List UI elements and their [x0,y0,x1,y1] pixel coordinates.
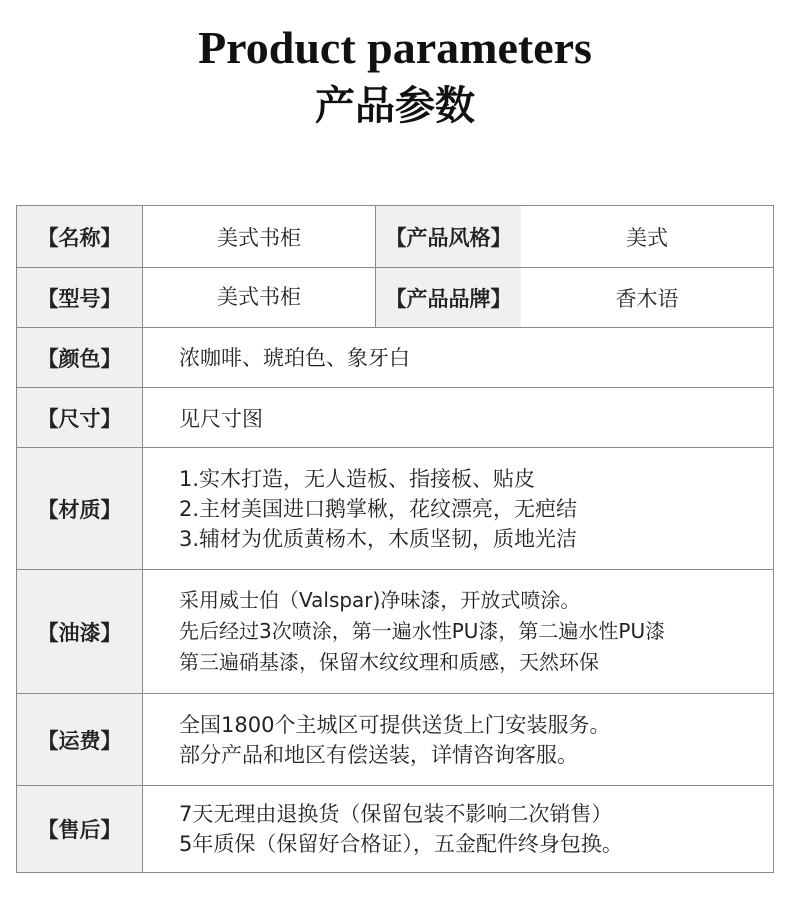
color-value: 浓咖啡、琥珀色、象牙白 [179,346,410,370]
size-value: 见尺寸图 [179,406,263,431]
material-line: 2.主材美国进口鹅掌楸，花纹漂亮，无疤结 [179,496,578,521]
paint-value [143,570,773,693]
size-label: 【尺寸】 [17,388,143,447]
shipping-line: 全国1800个主城区可提供送货上门安装服务。 [179,712,611,737]
style-value: 美式 [626,225,668,250]
aftersale-line: 7天无理由退换货（保留包装不影响二次销售） [179,802,613,826]
table-row-color [17,327,773,387]
color-label: 【颜色】 [17,328,143,387]
shipping-line: 部分产品和地区有偿送装，详情咨询客服。 [179,742,578,767]
shipping-label: 【运费】 [17,694,143,785]
material-value [143,448,773,569]
table-row-aftersale [17,785,773,872]
name-label: 【名称】 [17,206,143,267]
model-label: 【型号】 [17,268,143,327]
parameters-table [16,205,774,873]
model-value: 美式书柜 [217,285,301,309]
table-row-name [17,206,773,267]
table-row-paint [17,569,773,693]
page-title-english: Product parameters [198,22,592,73]
brand-label: 【产品品牌】 [375,268,521,327]
table-row-model [17,267,773,327]
table-row-shipping [17,693,773,785]
table-row-material [17,447,773,569]
name-value: 美式书柜 [217,225,301,250]
page-title-chinese: 产品参数 [315,83,475,129]
aftersale-label: 【售后】 [17,786,143,872]
paint-line: 先后经过3次喷涂，第一遍水性PU漆，第二遍水性PU漆 [179,619,666,643]
aftersale-value [143,786,773,872]
shipping-value [143,694,773,785]
material-line: 3.辅材为优质黄杨木，木质坚韧，质地光洁 [179,526,578,551]
paint-label: 【油漆】 [17,570,143,693]
style-label: 【产品风格】 [375,206,521,267]
paint-line: 采用威士伯（Valspar)净味漆，开放式喷涂。 [179,588,581,612]
material-label: 【材质】 [17,448,143,569]
brand-value: 香木语 [615,286,679,311]
material-line: 1.实木打造，无人造板、指接板、贴皮 [179,466,536,491]
aftersale-line: 5年质保（保留好合格证），五金配件终身包换。 [179,832,623,856]
paint-line: 第三遍硝基漆，保留木纹纹理和质感，天然环保 [179,650,599,674]
table-row-size [17,387,773,447]
